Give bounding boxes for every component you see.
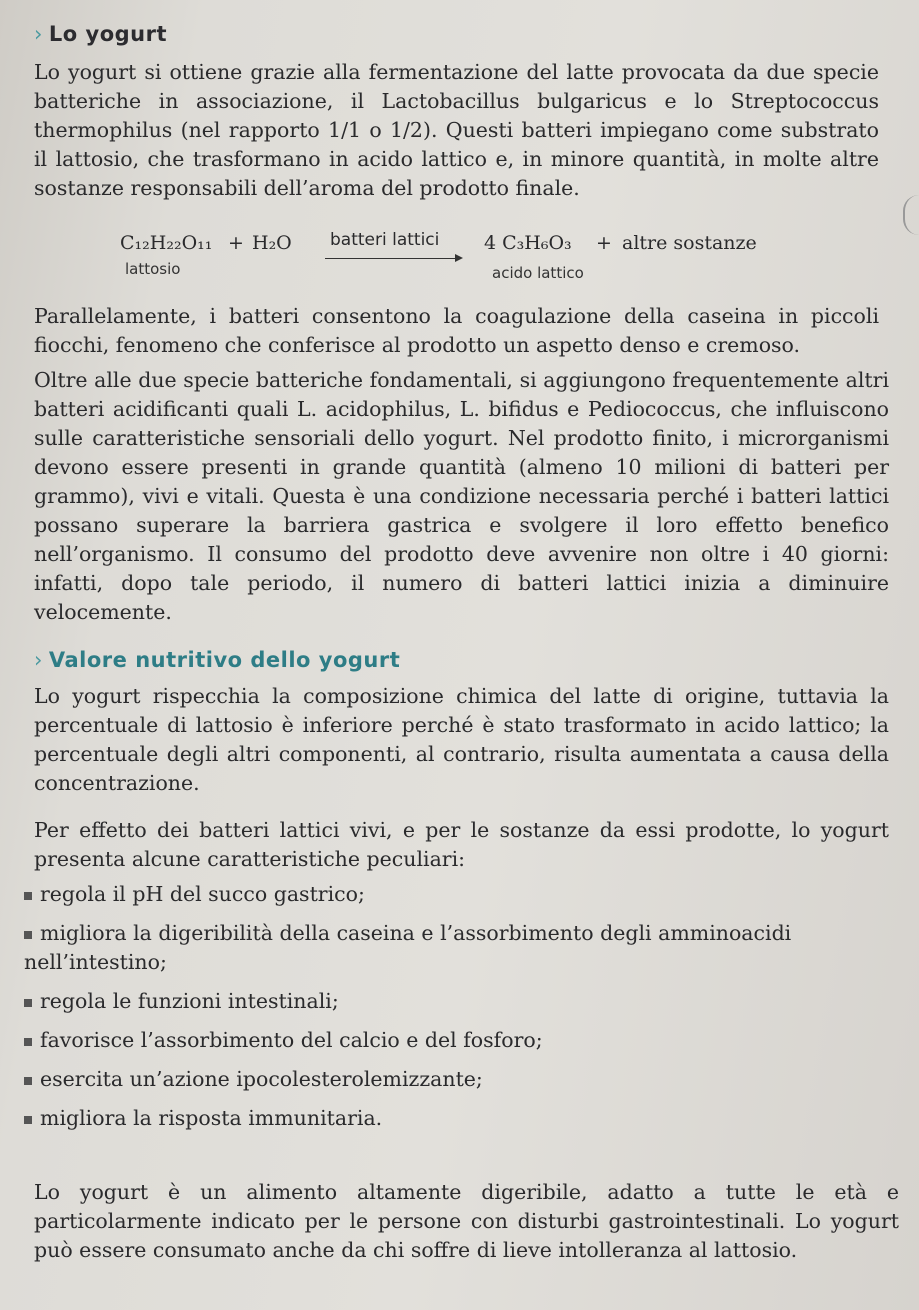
square-bullet-icon — [24, 892, 32, 900]
conclusion-paragraph: Lo yogurt è un alimento altamente digeribile, adatto a tutte le età e particolarmente indicato per le persone con disturbi gastrointestinali. Lo yogurt può essere consumato anche da chi soffre di lieve intolleranza al lattosio. — [34, 1180, 899, 1262]
chevron-right-icon: › — [34, 648, 43, 672]
list-item: migliora la risposta immunitaria. — [24, 1104, 889, 1133]
list-item: regola il pH del succo gastrico; — [24, 880, 889, 909]
reaction-arrow — [325, 258, 457, 259]
reactant-lactose: C₁₂H₂₂O₁₁ — [120, 232, 213, 254]
characteristics-intro: Per effetto dei batteri lattici vivi, e per le sostanze da essi prodotte, lo yogurt presenta alcune caratteristiche peculiari: — [34, 818, 889, 871]
chevron-right-icon: › — [34, 22, 43, 46]
coagulation-paragraph: Parallelamente, i batteri consentono la coagulazione della caseina in piccoli fiocchi, fenomeno che conferisce al prodotto un aspetto denso e cremoso. — [34, 304, 879, 357]
square-bullet-icon — [24, 1116, 32, 1124]
product-lactic-acid: 4 C₃H₆O₃ — [484, 232, 572, 254]
label-lattosio: lattosio — [125, 260, 181, 278]
intro-paragraph: Lo yogurt si ottiene grazie alla fermentazione del latte provocata da due specie batteriche in associazione, il Lactobacillus bulgaricus e lo Streptococcus thermophilus (nel rapporto 1/1 o 1/2). Questi batteri impiegano come substrato il lattosio, che trasformano in acido lattico e, in minore quantità, in molte altre sostanze responsabili dell’aroma del prodotto finale. — [34, 60, 879, 200]
list-item: esercita un’azione ipocolesterolemizzante; — [24, 1065, 889, 1094]
list-item: migliora la digeribilità della caseina e l’assorbimento degli amminoacidi nell’intestino; — [24, 921, 792, 974]
arrow-label: batteri lattici — [330, 230, 440, 250]
square-bullet-icon — [24, 999, 32, 1007]
label-acido-lattico: acido lattico — [492, 264, 584, 282]
composition-paragraph: Lo yogurt rispecchia la composizione chimica del latte di origine, tuttavia la percentuale di lattosio è inferiore perché è stato trasformato in acido lattico; la percentuale degli altri componenti, al contrario, risulta aumentata a causa della concentrazione. — [34, 684, 889, 795]
product-other: altre sostanze — [622, 232, 757, 254]
characteristics-list — [24, 880, 889, 1143]
section-title-nutritional-value: › Valore nutritivo dello yogurt — [34, 648, 401, 672]
page-edge-decoration — [903, 195, 919, 235]
square-bullet-icon — [24, 931, 32, 939]
bacteria-paragraph: Oltre alle due specie batteriche fondamentali, si aggiungono frequentemente altri batteri acidificanti quali L. acidophilus, L. bifidus e Pediococcus, che influiscono sulle caratteristiche sensoriali dello yogurt. Nel prodotto finito, i microrganismi devono essere presenti in grande quantità (almeno 10 milioni di batteri per grammo), vivi e vitali. Questa è una condizione necessaria perché i batteri lattici possano superare la barriera gastrica e svolgere il loro effetto benefico nell’organismo. Il consumo del prodotto deve avvenire non oltre i 40 giorni: infatti, dopo tale periodo, il numero di batteri lattici inizia a diminuire velocemente. — [34, 368, 889, 624]
square-bullet-icon — [24, 1038, 32, 1046]
plus-sign: + — [228, 232, 244, 254]
square-bullet-icon — [24, 1077, 32, 1085]
reactant-water: H₂O — [252, 232, 292, 254]
plus-sign-2: + — [596, 232, 612, 254]
arrow-head-icon — [455, 254, 463, 262]
section-title-yogurt: › Lo yogurt — [34, 22, 168, 46]
list-item: regola le funzioni intestinali; — [24, 987, 889, 1016]
list-item: favorisce l’assorbimento del calcio e del fosforo; — [24, 1026, 889, 1055]
